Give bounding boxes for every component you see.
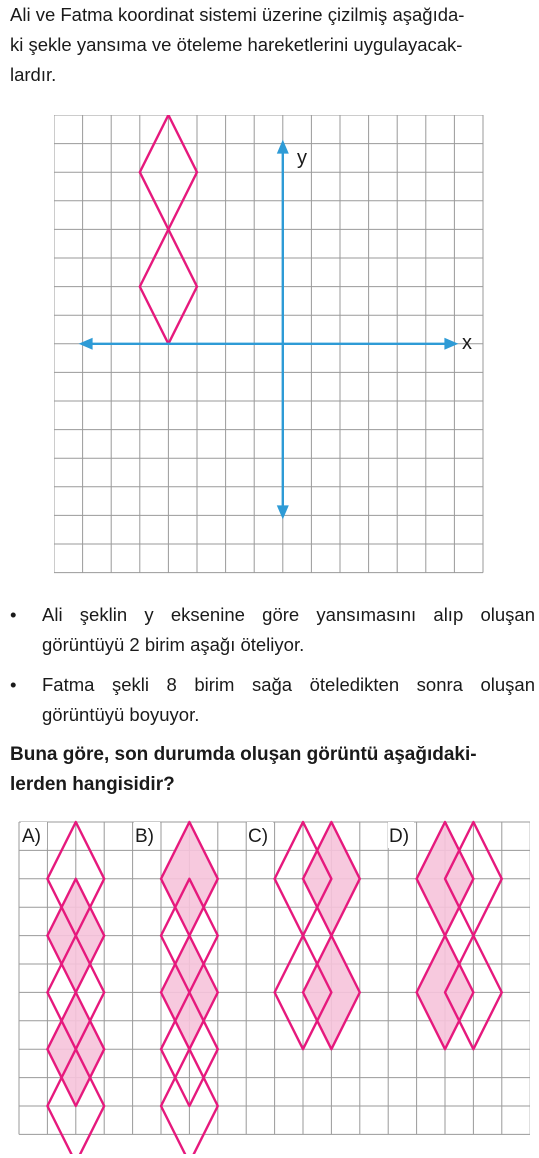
option-b-label[interactable]: B) xyxy=(135,826,154,847)
option-d-label[interactable]: D) xyxy=(389,826,410,847)
y-axis-arrow-down xyxy=(277,505,289,519)
x-axis-arrow-left xyxy=(79,338,93,350)
question-line-2: lerden hangisidir? xyxy=(10,774,175,795)
intro-line-1: Ali ve Fatma koordinat sistemi üzerine çizilmiş aşağıda- xyxy=(10,4,465,25)
bullet-text: Ali şeklin y eksenine göre yansımasını alıp oluşan görüntüyü 2 birim aşağı öteliyor. xyxy=(42,604,535,655)
intro-line-3: lardır. xyxy=(10,64,57,85)
bullet-symbol: • xyxy=(10,604,17,625)
y-axis-label: y xyxy=(297,147,307,169)
bullet-item-ali xyxy=(10,600,535,660)
bullet-item-fatma xyxy=(10,670,535,730)
x-axis-label: x xyxy=(462,332,472,354)
question-line-1: Buna göre, son durumda oluşan görüntü aşağıdaki- xyxy=(10,744,477,765)
answer-options-figure xyxy=(18,820,530,1154)
bullet-list xyxy=(10,600,535,740)
x-axis-arrow-right xyxy=(444,338,458,350)
question-text xyxy=(10,740,535,800)
intro-paragraph xyxy=(10,0,530,90)
axes xyxy=(79,140,459,520)
intro-line-2: ki şekle yansıma ve öteleme hareketlerini uygulayacak- xyxy=(10,34,463,55)
bullet-text: Fatma şekli 8 birim sağa öteledikten sonra oluşan görüntüyü boyuyor. xyxy=(42,674,535,725)
bullet-symbol: • xyxy=(10,674,17,695)
option-c-label[interactable]: C) xyxy=(248,826,269,847)
option-a-label[interactable]: A) xyxy=(22,826,41,847)
coordinate-figure xyxy=(54,115,486,575)
y-axis-arrow-up xyxy=(277,140,289,154)
option-b-shape[interactable] xyxy=(161,822,218,1154)
